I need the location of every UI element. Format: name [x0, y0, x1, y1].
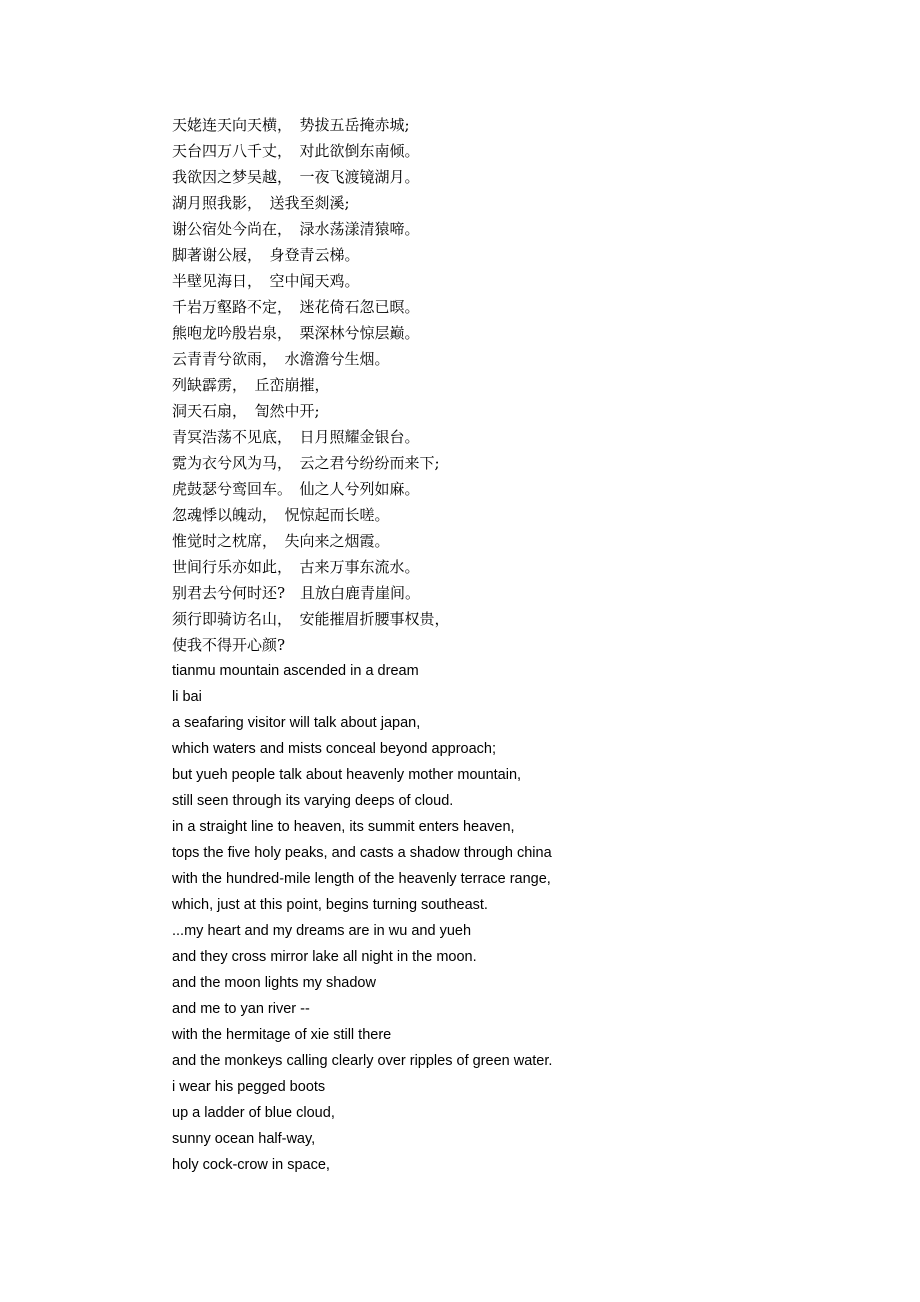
chinese-poem-line: 半壁见海日， 空中闻天鸡。: [172, 272, 360, 290]
english-poem-line: and the monkeys calling clearly over ripples of green water.: [172, 1053, 553, 1069]
chinese-poem-line: 虎鼓瑟兮鸾回车。 仙之人兮列如麻。: [172, 480, 420, 498]
chinese-poem-line: 世间行乐亦如此， 古来万事东流水。: [172, 558, 420, 576]
english-poem-line: holy cock-crow in space,: [172, 1157, 330, 1173]
poem-text-block: [172, 112, 872, 1178]
chinese-poem-line: 惟觉时之枕席， 失向来之烟霞。: [172, 532, 390, 550]
english-poem-line: which, just at this point, begins turning southeast.: [172, 897, 488, 913]
chinese-poem-line: 熊咆龙吟殷岩泉， 栗深林兮惊层巅。: [172, 324, 420, 342]
chinese-poem-line: 使我不得开心颜?: [172, 636, 286, 654]
chinese-poem-line: 须行即骑访名山， 安能摧眉折腰事权贵，: [172, 610, 450, 628]
english-poem-line: ...my heart and my dreams are in wu and yueh: [172, 923, 472, 939]
chinese-poem-line: 脚著谢公屐， 身登青云梯。: [172, 246, 360, 264]
english-poem-line: and the moon lights my shadow: [172, 975, 376, 991]
english-poem-line: but yueh people talk about heavenly mother mountain,: [172, 767, 522, 783]
chinese-poem-line: 谢公宿处今尚在， 渌水荡漾清猿啼。: [172, 220, 420, 238]
english-poem-line: still seen through its varying deeps of cloud.: [172, 793, 454, 809]
english-poem-line: a seafaring visitor will talk about japan,: [172, 715, 421, 731]
english-poem-line: i wear his pegged boots: [172, 1079, 326, 1095]
english-poem-line: in a straight line to heaven, its summit enters heaven,: [172, 819, 515, 835]
english-poem-line: up a ladder of blue cloud,: [172, 1105, 335, 1121]
english-poem-line: and me to yan river --: [172, 1001, 310, 1017]
chinese-poem-line: 天台四万八千丈， 对此欲倒东南倾。: [172, 142, 420, 160]
chinese-poem-line: 湖月照我影， 送我至剡溪;: [172, 194, 350, 212]
chinese-poem-line: 别君去兮何时还? 且放白鹿青崖间。: [172, 584, 421, 602]
english-poem-line: which waters and mists conceal beyond approach;: [172, 741, 497, 757]
chinese-poem-line: 青冥浩荡不见底， 日月照耀金银台。: [172, 428, 420, 446]
chinese-poem-line: 天姥连天向天横， 势拔五岳掩赤城;: [172, 116, 410, 134]
chinese-poem-line: 云青青兮欲雨， 水澹澹兮生烟。: [172, 350, 390, 368]
chinese-poem-line: 千岩万壑路不定， 迷花倚石忽已暝。: [172, 298, 420, 316]
english-poem-line: and they cross mirror lake all night in the moon.: [172, 949, 477, 965]
chinese-poem-line: 洞天石扇， 訇然中开;: [172, 402, 320, 420]
english-poem-line: sunny ocean half-way,: [172, 1131, 316, 1147]
chinese-poem-line: 列缺霹雳， 丘峦崩摧，: [172, 376, 330, 394]
english-poem-line: tops the five holy peaks, and casts a shadow through china: [172, 845, 552, 861]
english-poem-line: with the hermitage of xie still there: [172, 1027, 392, 1043]
poem-author: li bai: [172, 689, 202, 705]
chinese-poem-line: 我欲因之梦吴越， 一夜飞渡镜湖月。: [172, 168, 420, 186]
english-poem-line: with the hundred-mile length of the heavenly terrace range,: [172, 871, 551, 887]
chinese-poem-line: 霓为衣兮风为马， 云之君兮纷纷而来下;: [172, 454, 440, 472]
poem-title: tianmu mountain ascended in a dream: [172, 663, 419, 679]
chinese-poem-line: 忽魂悸以魄动， 怳惊起而长嗟。: [172, 506, 390, 524]
